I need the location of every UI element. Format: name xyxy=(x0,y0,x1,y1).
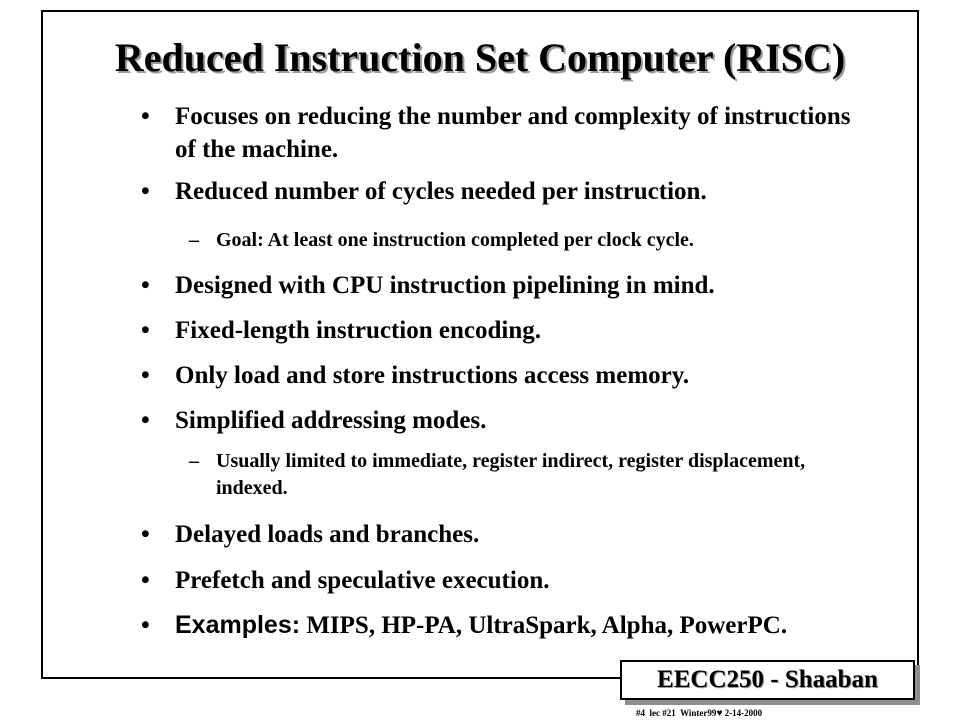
bullet-text: Fixed-length instruction encoding. xyxy=(175,317,541,344)
bullet-item-addressing xyxy=(133,404,863,437)
bullet-icon: • xyxy=(141,567,150,594)
bullet-text: Designed with CPU instruction pipelining in mind. xyxy=(175,272,715,299)
bullet-text xyxy=(175,609,863,642)
course-footer-box xyxy=(620,660,915,700)
slide-footnote xyxy=(636,708,762,719)
sub-bullet-addressing-modes xyxy=(181,448,881,502)
examples-label: Examples: xyxy=(175,611,301,639)
bullet-item-delayed xyxy=(133,518,863,551)
bullet-item-focus xyxy=(133,100,863,166)
examples-list: MIPS, HP-PA, UltraSpark, Alpha, PowerPC. xyxy=(306,612,788,639)
slide-frame xyxy=(41,10,919,679)
bullet-icon: • xyxy=(141,272,150,299)
course-name: EECC250 - Shaaban xyxy=(657,666,878,693)
sub-bullet-text: Usually limited to immediate, register indirect, register displacement, indexed. xyxy=(216,450,806,499)
sub-bullet-text: Goal: At least one instruction completed per clock cycle. xyxy=(216,229,694,251)
heart-icon: ♥ xyxy=(716,708,723,719)
bullet-icon: • xyxy=(141,362,150,389)
bullet-text: Simplified addressing modes. xyxy=(175,407,487,434)
bullet-item-examples xyxy=(133,609,863,642)
bullet-item-prefetch xyxy=(133,564,863,597)
sub-bullet-goal xyxy=(181,227,881,254)
bullet-text: Delayed loads and branches. xyxy=(175,521,480,548)
bullet-icon: • xyxy=(141,317,150,344)
bullet-text: Focuses on reducing the number and complexity of instructions of the machine. xyxy=(175,103,851,163)
bullet-icon: • xyxy=(141,521,150,548)
term-label: Winter99 xyxy=(680,708,717,718)
bullet-icon: • xyxy=(141,103,150,130)
slide-title: Reduced Instruction Set Computer (RISC) xyxy=(114,35,846,80)
dash-icon: – xyxy=(189,450,199,472)
bullet-icon: • xyxy=(141,612,150,639)
bullet-text: Prefetch and speculative execution. xyxy=(175,567,550,594)
lecture-number: lec #21 xyxy=(649,708,676,718)
bullet-icon: • xyxy=(141,178,150,205)
bullet-text: Only load and store instructions access memory. xyxy=(175,362,690,389)
bullet-text: Reduced number of cycles needed per instruction. xyxy=(175,178,707,205)
bullet-icon: • xyxy=(141,407,150,434)
bullet-item-pipelining xyxy=(133,269,863,302)
slide-number: #4 xyxy=(636,708,645,718)
bullet-item-cycles xyxy=(133,175,863,208)
dash-icon: – xyxy=(189,229,199,251)
bullet-item-fixed-length xyxy=(133,314,863,347)
footer-date: 2-14-2000 xyxy=(724,708,763,718)
bullet-item-load-store xyxy=(133,359,863,392)
